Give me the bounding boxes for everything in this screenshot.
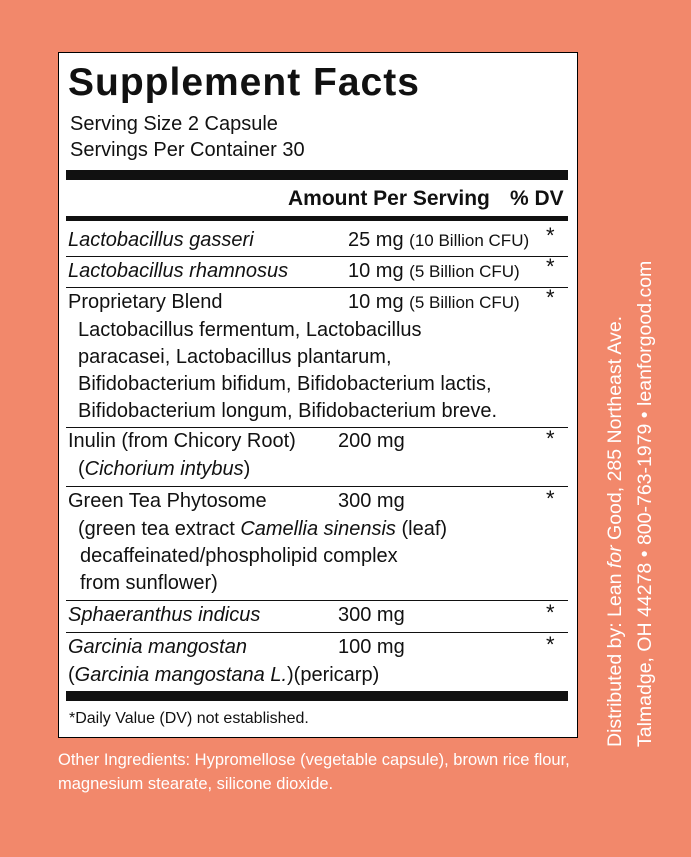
blend-detail-line: paracasei, Lactobacillus plantarum, <box>78 346 392 368</box>
distributor-info <box>600 147 660 747</box>
other-ingredients: Other Ingredients: Hypromellose (vegetable capsule), brown rice flour, magnesium stearate, silicone dioxide. <box>58 751 570 793</box>
row-dv: * <box>546 632 555 657</box>
row-dv: * <box>546 426 555 451</box>
row-dv: * <box>546 486 555 511</box>
row-name: Lactobacillus gasseri <box>68 229 254 251</box>
row-amount: 300 mg <box>338 604 405 626</box>
row-name: Proprietary Blend <box>68 291 223 313</box>
blend-detail-line: Bifidobacterium longum, Bifidobacterium breve. <box>78 400 498 422</box>
row-amount: 200 mg <box>338 430 405 452</box>
row-name: Garcinia mangostan <box>68 636 247 658</box>
thick-divider-bottom <box>66 691 568 701</box>
row-divider <box>66 427 568 428</box>
row-detail: (green tea extract Camellia sinensis (leaf) <box>78 518 448 540</box>
row-divider <box>66 486 568 487</box>
medium-divider <box>66 216 568 221</box>
row-name: Inulin (from Chicory Root) <box>68 430 296 452</box>
row-amount: 10 mg (5 Billion CFU) <box>348 260 520 282</box>
row-dv: * <box>546 600 555 625</box>
dv-footnote: *Daily Value (DV) not established. <box>69 710 309 727</box>
distributor-line-2: Talmadge, OH 44278 • 800-763-1979 • leanforgood.com <box>634 260 656 747</box>
row-amount: 300 mg <box>338 490 405 512</box>
row-name: Green Tea Phytosome <box>68 490 267 512</box>
row-divider <box>66 256 568 257</box>
row-name: Sphaeranthus indicus <box>68 604 261 626</box>
row-amount: 10 mg (5 Billion CFU) <box>348 291 520 313</box>
row-amount: 100 mg <box>338 636 405 658</box>
row-detail: (Cichorium intybus) <box>78 458 251 480</box>
row-divider <box>66 287 568 288</box>
panel-title: Supplement Facts <box>68 61 420 104</box>
supplement-facts-panel <box>58 52 578 738</box>
row-dv: * <box>546 223 555 248</box>
thick-divider-top <box>66 170 568 180</box>
row-detail: decaffeinated/phospholipid complex <box>80 545 398 567</box>
row-dv: * <box>546 285 555 310</box>
row-divider <box>66 632 568 633</box>
header-dv: % DV <box>510 187 564 210</box>
blend-detail-line: Bifidobacterium bifidum, Bifidobacterium lactis, <box>78 373 492 395</box>
row-name: Lactobacillus rhamnosus <box>68 260 289 282</box>
row-divider <box>66 600 568 601</box>
header-amount: Amount Per Serving <box>288 187 490 210</box>
row-dv: * <box>546 254 555 279</box>
row-amount: 25 mg (10 Billion CFU) <box>348 229 530 251</box>
row-detail: from sunflower) <box>80 572 218 594</box>
serving-size: Serving Size 2 Capsule <box>70 113 278 135</box>
distributor-line-1: Distributed by: Lean for Good, 285 Northeast Ave. <box>604 315 626 747</box>
servings-per-container: Servings Per Container 30 <box>70 139 305 161</box>
blend-detail-line: Lactobacillus fermentum, Lactobacillus <box>78 319 422 341</box>
row-detail: (Garcinia mangostana L.)(pericarp) <box>68 664 380 686</box>
